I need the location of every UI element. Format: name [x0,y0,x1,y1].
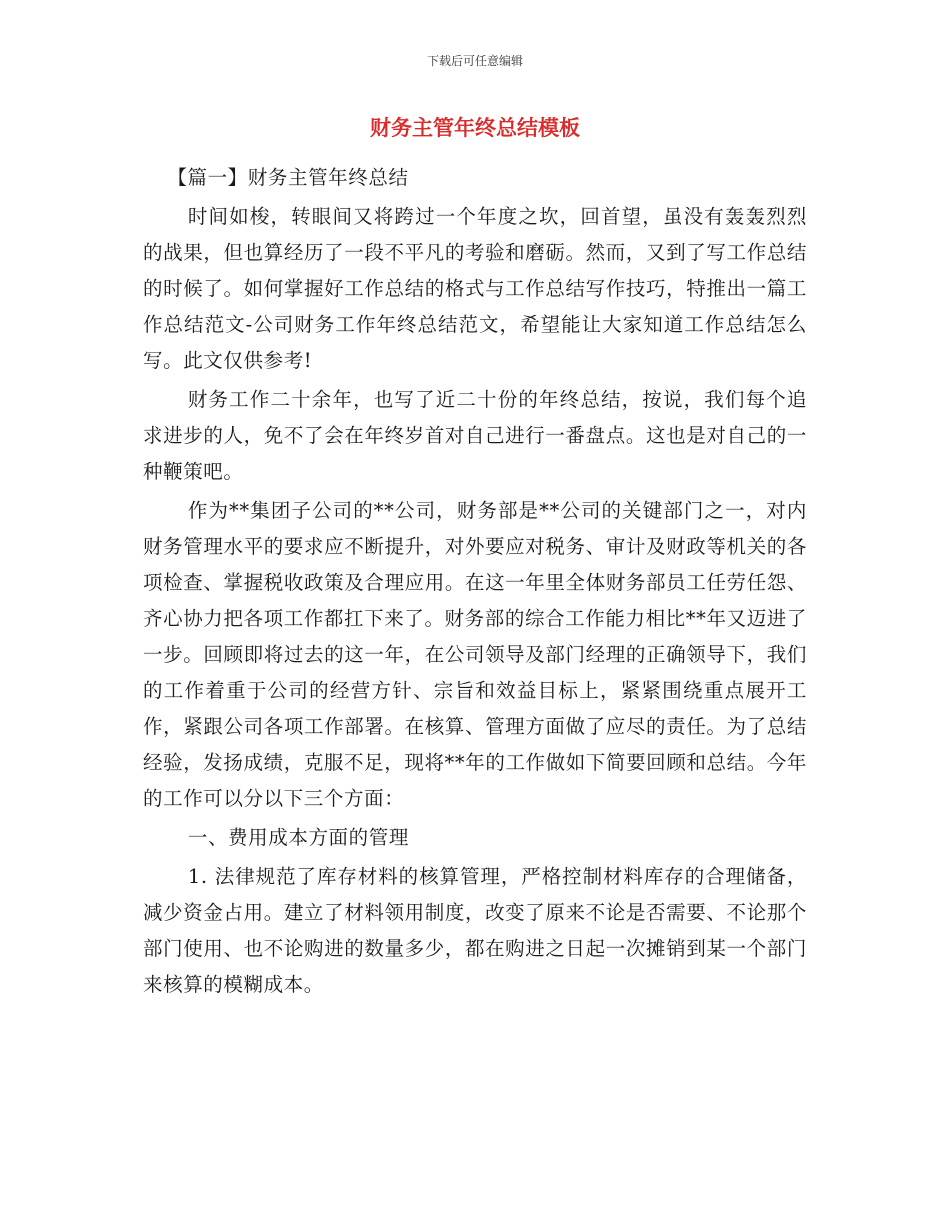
paragraph-intro: 时间如梭，转眼间又将跨过一个年度之坎，回首望，虽没有轰轰烈烈的战果，但也算经历了一段不平凡的考验和磨砺。然而，又到了写工作总结的时候了。如何掌握好工作总结的格式与工作总结写作技巧，特推出一篇工作总结范文-公司财务工作年终总结范文，希望能让大家知道工作总结怎么写。此文仅供参考! [143,205,807,372]
document-title: 财务主管年终总结模板 [370,115,580,140]
paragraph-experience: 财务工作二十余年，也写了近二十份的年终总结，按说，我们每个追求进步的人，免不了会在年终岁首对自己进行一番盘点。这也是对自己的一种鞭策吧。 [143,388,807,483]
document-body [143,157,807,1003]
section-heading: 【篇一】财务主管年终总结 [167,166,409,189]
paragraph-department: 作为**集团子公司的**公司，财务部是**公司的关键部门之一，对内财务管理水平的要求应不断提升，对外要应对税务、审计及财政等机关的各项检查、掌握税收政策及合理应用。在这一年里全体财务部员工任劳任怨、齐心协力把各项工作都扛下来了。财务部的综合工作能力相比**年又迈进了一步。回顾即将过去的这一年，在公司领导及部门经理的正确领导下，我们的工作着重于公司的经营方针、宗旨和效益目标上，紧紧围绕重点展开工作，紧跟公司各项工作部署。在核算、管理方面做了应尽的责任。为了总结经验，发扬成绩，克服不足，现将**年的工作做如下简要回顾和总结。今年的工作可以分以下三个方面： [143,499,807,810]
subsection-heading: 一、费用成本方面的管理 [187,826,409,849]
page-header-note: 下载后可任意编辑 [426,54,523,68]
paragraph-item-1: 1. 法律规范了库存材料的核算管理，严格控制材料库存的合理储备，减少资金占用。建立了材料领用制度，改变了原来不论是否需要、不论那个部门使用、也不论购进的数量多少，都在购进之日起一次摊销到某一个部门来核算的模糊成本。 [143,865,807,996]
